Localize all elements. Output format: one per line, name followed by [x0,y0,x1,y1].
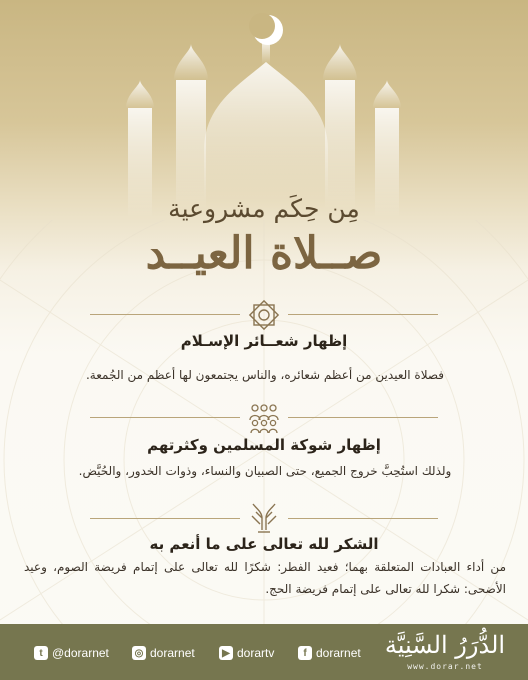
divider-left [90,417,240,418]
twitter-icon: t [34,646,48,660]
social-youtube[interactable] [219,646,274,660]
section-1-body: فصلاة العيدين من أعظم شعائره، والناس يجتمعون لها أعظم من الجُمعة. [85,368,444,382]
social-twitter[interactable] [34,646,109,660]
star-icon [244,298,284,332]
divider-left [90,314,240,315]
section-2-heading: إظهار شوكة المسلمين وكثرتهم [147,436,381,454]
instagram-icon: ◎ [132,646,146,660]
divider-left [90,518,240,519]
divider-right [288,518,438,519]
facebook-icon: f [298,646,312,660]
social-instagram[interactable] [132,646,195,660]
divider-right [288,314,438,315]
divider-right [288,417,438,418]
social-handle: @dorarnet [52,646,109,660]
logo-url: www.dorar.net [407,662,483,671]
section-3-body: من أداء العبادات المتعلقة بهما؛ فعيد الفطر: شكرًا لله تعالى على إتمام فريضة الصوم، وعيد الأضحى: شكرا لله تعالى على إتمام فريضة الحج. [24,560,506,596]
section-3-heading: الشكر لله تعالى على ما أنعم به [149,535,379,553]
footer-bar [0,624,528,680]
social-facebook[interactable] [298,646,361,660]
title-line-2: صــلاة العيــد [145,228,383,279]
dorar-logo[interactable] [378,628,512,676]
social-handle: dorarnet [316,646,361,660]
youtube-icon: ▶ [219,646,233,660]
logo-text: الدُّرَرُ السَّنِيَّة [384,631,506,659]
social-handle: dorarnet [150,646,195,660]
people-icon [244,400,284,434]
crescent-icon [249,13,283,45]
section-2-body: ولذلك استُحِبَّ خروج الجميع، حتى الصبيان والنساء، وذوات الخدور، والحُيَّض. [78,464,452,478]
social-handle: dorartv [237,646,275,660]
praying-hands-icon [244,500,284,534]
section-1-heading: إظهار شعــائر الإسـلام [180,332,348,350]
title-line-1: مِن حِكَم مشروعية [168,194,360,223]
